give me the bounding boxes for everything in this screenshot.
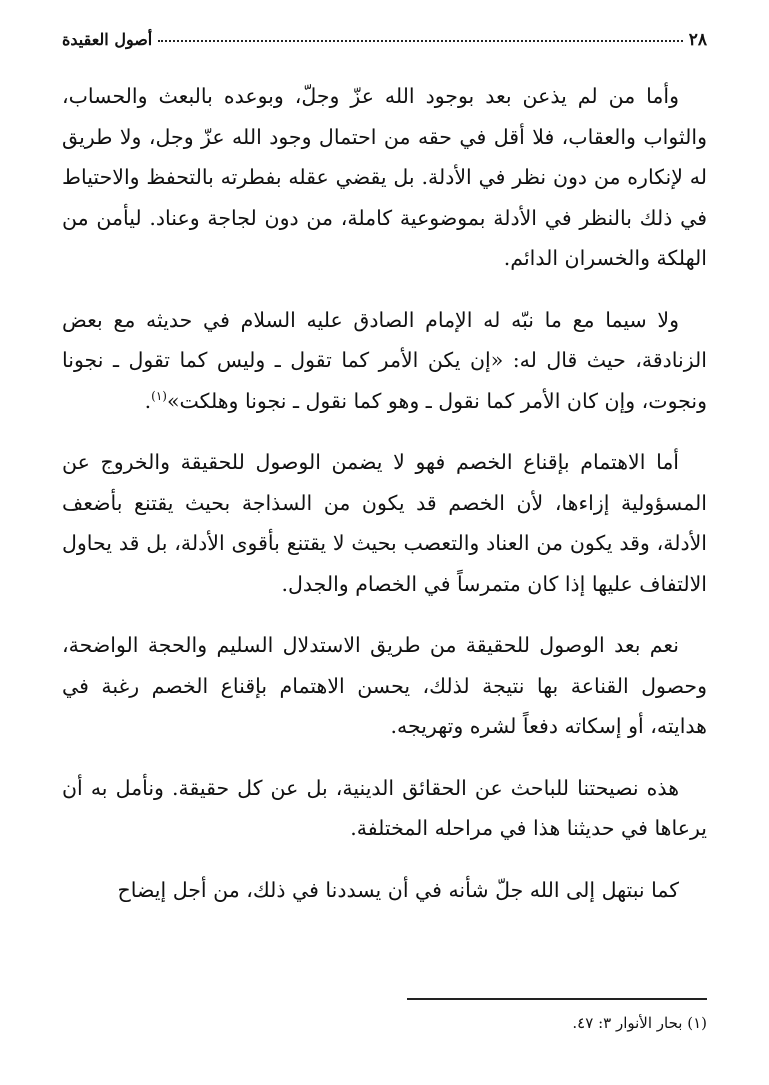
paragraph-3: أما الاهتمام بإقناع الخصم فهو لا يضمن الوصول للحقيقة والخروج عن المسؤولية إزاءها، لأن الخصم قد يكون من السذاجة بحيث يقتنع بأضعف الأدلة، وقد يكون من العناد والتعصب بحيث لا يقتنع بأقوى الأدلة، بل قد يحاول الالتفاف عليها إذا كان متمرساً في الخصام والجدل. [62, 450, 707, 596]
body-text [62, 76, 707, 910]
page-number: ٢٨ [688, 30, 707, 50]
paragraph-4: نعم بعد الوصول للحقيقة من طريق الاستدلال السليم والحجة الواضحة، وحصول القناعة بها نتيجة لذلك، يحسن الاهتمام بإقناع الخصم رغبة في هدايته، أو إسكاته دفعاً لشره وتهريجه. [62, 633, 707, 738]
paragraph-1: وأما من لم يذعن بعد بوجود الله عزّ وجلّ، وبوعده بالبعث والحساب، والثواب والعقاب، فلا أقل في حقه من احتمال وجود الله عزّ وجل، ولا طريق له لإنكاره من دون نظر في الأدلة. بل يقضي عقله بفطرته بالتحفظ والاحتياط في ذلك بالنظر في الأدلة بموضوعية كاملة، من دون لجاجة وعناد. ليأمن من الهلكة والخسران الدائم. [62, 84, 707, 270]
page-header [62, 30, 707, 54]
footnote-divider [407, 998, 707, 1000]
footnote: (١) بحار الأنوار ٣: ٤٧. [572, 1014, 707, 1032]
paragraph-2-text: ولا سيما مع ما نبّه له الإمام الصادق عليه السلام في حديثه مع بعض الزنادقة، حيث قال له: «إن يكن الأمر كما تقول ـ وليس كما تقول ـ نجونا ونجوت، وإن كان الأمر كما نقول ـ وهو كما نقول ـ نجونا وهلكت» [62, 307, 707, 413]
paragraph-2 [62, 300, 707, 422]
paragraph-5: هذه نصيحتنا للباحث عن الحقائق الدينية، بل عن كل حقيقة. ونأمل به أن يرعاها في حديثنا هذا في مراحله المختلفة. [62, 775, 707, 840]
header-dotted-leader [158, 38, 683, 42]
running-title: أصول العقيدة [62, 30, 153, 49]
paragraph-2-end: . [144, 388, 152, 413]
footnote-reference[interactable]: (١) [151, 388, 167, 403]
paragraph-6: كما نبتهل إلى الله جلّ شأنه في أن يسددنا في ذلك، من أجل إيضاح [117, 877, 679, 902]
